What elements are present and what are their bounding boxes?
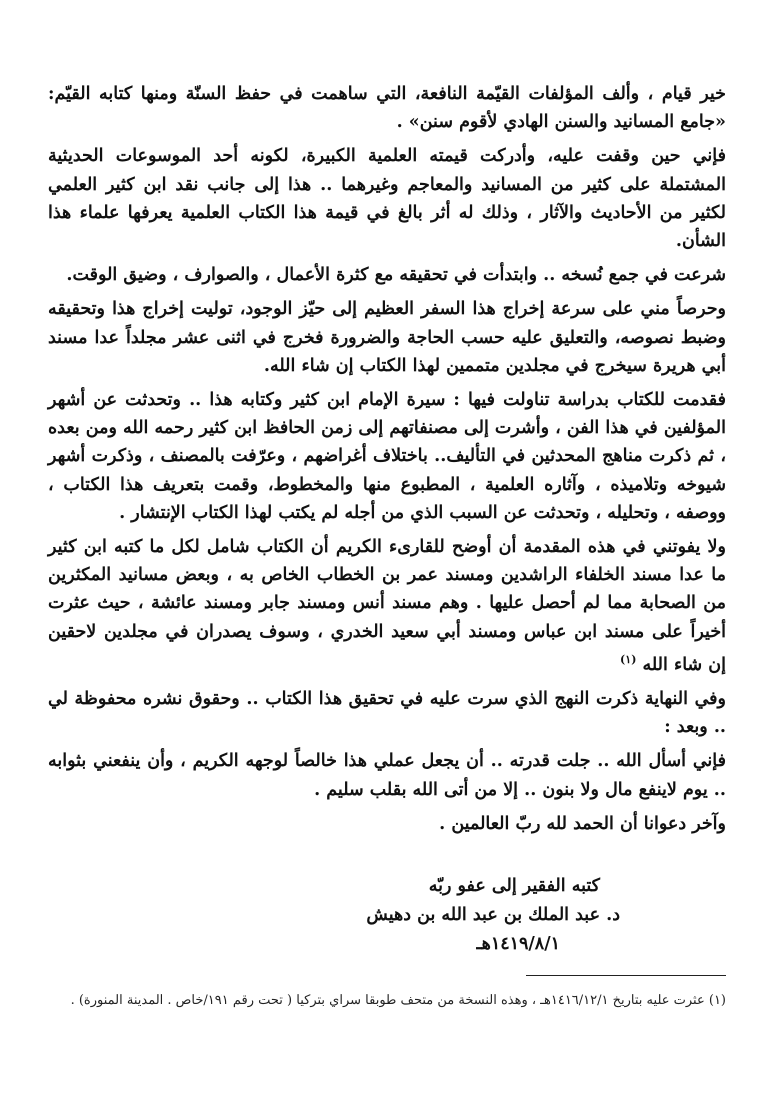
paragraph-6-text: ولا يفوتني في هذه المقدمة أن أوضح للقارىء الكريم أن الكتاب شامل لكل ما كتبه ابن كثير ما عدا مسند الخلفاء الراشدين ومسند عمر بن الخطاب الخاص به ، وبعض مسانيد المكثرين من الصحابة مما لم أحصل عليها . وهم مسند أنس ومسند جابر ومسند عائشة ، حيث عثرت أخيراً على مسند ابن عباس ومسند أبي سعيد الخدري ، وسوف يصدران في مجلدين لاحقين إن شاء الله: [48, 537, 726, 675]
footnote: (١) عثرت عليه بتاريخ ١٤١٦/١٢/١هـ ، وهذه النسخة من متحف طوبقا سراي بتركيا ( تحت رقم ١٩١/خاص . المدينة المنورة) .: [70, 993, 726, 1008]
paragraph-7: وفي النهاية ذكرت النهج الذي سرت عليه في تحقيق هذا الكتاب .. وحقوق نشره محفوظة لي .. وبعد :: [48, 688, 726, 738]
paragraph-1: خير قيام ، وألف المؤلفات القيّمة النافعة، التي ساهمت في حفظ السنّة ومنها كتابه القيّم: «جامع المسانيد والسنن الهادي لأقوم سنن» .: [48, 84, 726, 133]
paragraph-2: فإني حين وقفت عليه، وأدركت قيمته العلمية الكبيرة، لكونه أحد الموسوعات الحديثية المشتملة على كثير من المسانيد والمعاجم وغيرهما .. هذا إلى جانب نقد ابن كثير العلمي لكثير من الأحاديث والآثار ، وذلك له أثر بالغ في قيمة هذا الكتاب العلمية يعرفها علماء هذا الشأن.: [48, 146, 726, 252]
signature-block: [366, 872, 620, 959]
paragraph-5: فقدمت للكتاب بدراسة تناولت فيها : سيرة الإمام ابن كثير وكتابه هذا .. وتحدثت عن أشهر المؤلفين في هذا الفن ، وأشرت إلى مصنفاتهم إلى زمن الحافظ ابن كثير رحمه الله ومن بعده ، ثم ذكرت مناهج المحدثين في التأليف.. باختلاف أغراضهم ، وعرّفت بالمصنف ، وذكرت أشهر شيوخه وتلاميذه ، وآثاره العلمية ، المطبوع منها والمخطوط، وقمت بتعريف هذا الكتاب ، ووصفه ، وتحليله ، وتحدثت عن السبب الذي من أجله لم يكتب لهذا الكتاب الإنتشار .: [48, 390, 726, 523]
paragraph-9: وآخر دعوانا أن الحمد لله ربّ العالمين .: [439, 813, 726, 834]
paragraph-6: [48, 533, 726, 679]
main-text: [48, 80, 726, 844]
signature-date: ١٤١٩/٨/١هـ: [476, 934, 560, 954]
footnote-divider: [526, 975, 726, 976]
paragraph-3: شرعت في جمع نُسخه .. وابتدأت في تحقيقه مع كثرة الأعمال ، والصوارف ، وضيق الوقت.: [66, 265, 726, 286]
signature-line-1: كتبه الفقير إلى عفو ربّه: [428, 876, 600, 896]
paragraph-4: وحرصاً مني على سرعة إخراج هذا السفر العظيم إلى حيّز الوجود، توليت إخراج هذا وتحقيقه وضبط نصوصه، والتعليق عليه حسب الحاجة والضرورة فخرج في اثنى عشر مجلداً عدا مسند أبي هريرة سيخرج في مجلدين متممين لهذا الكتاب إن شاء الله.: [48, 299, 726, 376]
paragraph-8: فإني أسأل الله .. جلت قدرته .. أن يجعل عملي هذا خالصاً لوجهه الكريم ، وأن ينفعني بثوابه .. يوم لاينفع مال ولا بنون .. إلا من أتى الله بقلب سليم .: [48, 751, 726, 800]
signature-author: د. عبد الملك بن عبد الله بن دهيش: [366, 905, 620, 925]
footnote-reference[interactable]: (١): [620, 652, 637, 666]
